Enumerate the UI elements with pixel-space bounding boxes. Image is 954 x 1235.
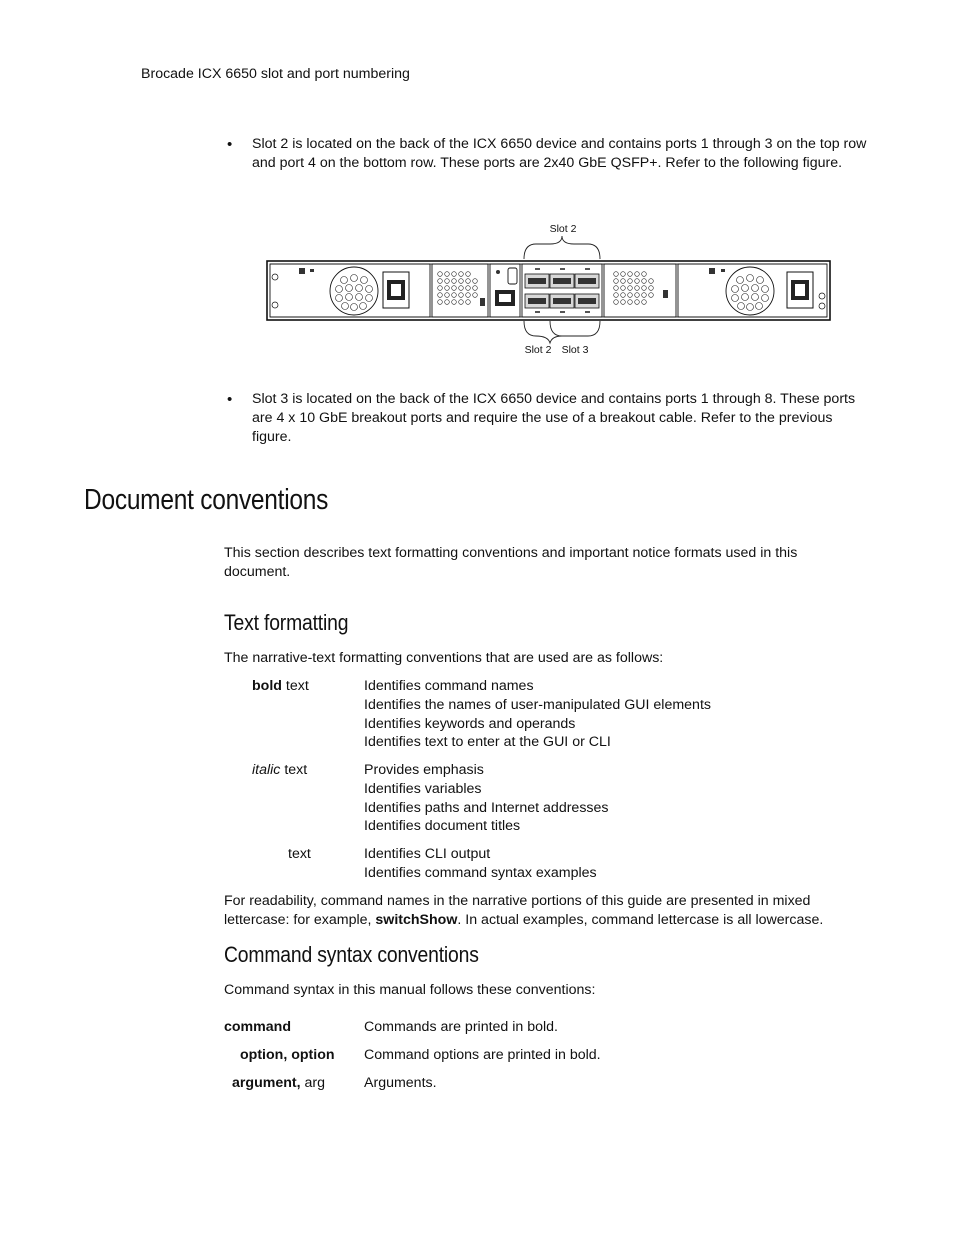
description-line: Identifies variables — [364, 780, 482, 797]
syntax-description: Command options are printed in bold. — [364, 1047, 601, 1063]
description-line: Identifies command names — [364, 678, 534, 694]
bullet-marker: • — [227, 136, 233, 153]
text-formatting-intro: The narrative-text formatting conventions that are used are as follows: — [224, 650, 664, 666]
readability-command: switchShow — [375, 911, 458, 928]
term-styled: bold — [252, 678, 282, 694]
description-block-code — [364, 845, 597, 883]
section-intro: This section describes text formatting conventions and important notice formats used in this document. — [224, 545, 798, 580]
term-bold: argument, — [232, 1075, 301, 1091]
running-header: Brocade ICX 6650 slot and port numbering — [141, 66, 410, 82]
command-syntax-intro: Command syntax in this manual follows these conventions: — [224, 982, 596, 998]
section-heading: Document conventions — [84, 484, 329, 516]
syntax-term-command — [224, 1018, 291, 1037]
description-line: Identifies the names of user-manipulated GUI elements — [364, 696, 711, 713]
term-bold: option, option — [240, 1047, 335, 1063]
term-code — [288, 845, 311, 864]
term-plain: text — [288, 846, 311, 862]
term-italic — [252, 761, 307, 780]
term-plain: text — [281, 678, 309, 694]
subsection-heading-command-syntax: Command syntax conventions — [224, 942, 479, 967]
term-styled: italic — [252, 762, 281, 778]
description-line: Identifies CLI output — [364, 846, 491, 862]
figure-label-slot3-bottom: Slot 3 — [561, 344, 589, 356]
subsection-heading-text-formatting: Text formatting — [224, 610, 349, 635]
figure-label-slot2-bottom: Slot 2 — [524, 344, 552, 356]
syntax-term-option — [240, 1046, 335, 1065]
readability-text-post: . In actual examples, command lettercase is all lowercase. — [457, 911, 824, 928]
description-line: Provides emphasis — [364, 762, 484, 778]
term-plain: arg — [300, 1075, 326, 1091]
term-bold — [252, 677, 309, 696]
description-block-italic — [364, 761, 609, 836]
readability-note — [224, 892, 849, 930]
bullet-text-slot2: Slot 2 is located on the back of the ICX 6650 device and contains ports 1 through 3 on the top row and port 4 on the bottom row. These ports are 2x40 GbE QSFP+. Refer to the following figure. — [252, 136, 867, 171]
bullet-text-slot3: Slot 3 is located on the back of the ICX 6650 device and contains ports 1 through 8. These ports are 4 x 10 GbE breakout ports and require the use of a breakout cable. Refer to the previous figure. — [252, 391, 856, 445]
description-block-bold — [364, 677, 711, 752]
syntax-description: Arguments. — [364, 1075, 437, 1091]
term-plain: text — [280, 762, 308, 778]
term-bold: command — [224, 1019, 292, 1035]
description-line: Identifies paths and Internet addresses — [364, 799, 609, 816]
readability-text-pre: For readability, command names in the narrative portions of this guide are presented in mixed lettercase: for example, — [224, 893, 811, 928]
description-line: Identifies document titles — [364, 818, 521, 835]
device-rear-panel-figure — [266, 218, 832, 360]
description-line: Identifies command syntax examples — [364, 864, 597, 881]
description-line: Identifies text to enter at the GUI or CLI — [364, 734, 611, 751]
figure-label-slot2-top: Slot 2 — [549, 223, 577, 235]
description-line: Identifies keywords and operands — [364, 715, 576, 732]
syntax-term-argument — [232, 1074, 325, 1093]
syntax-description: Commands are printed in bold. — [364, 1019, 558, 1035]
bullet-marker: • — [227, 391, 233, 408]
